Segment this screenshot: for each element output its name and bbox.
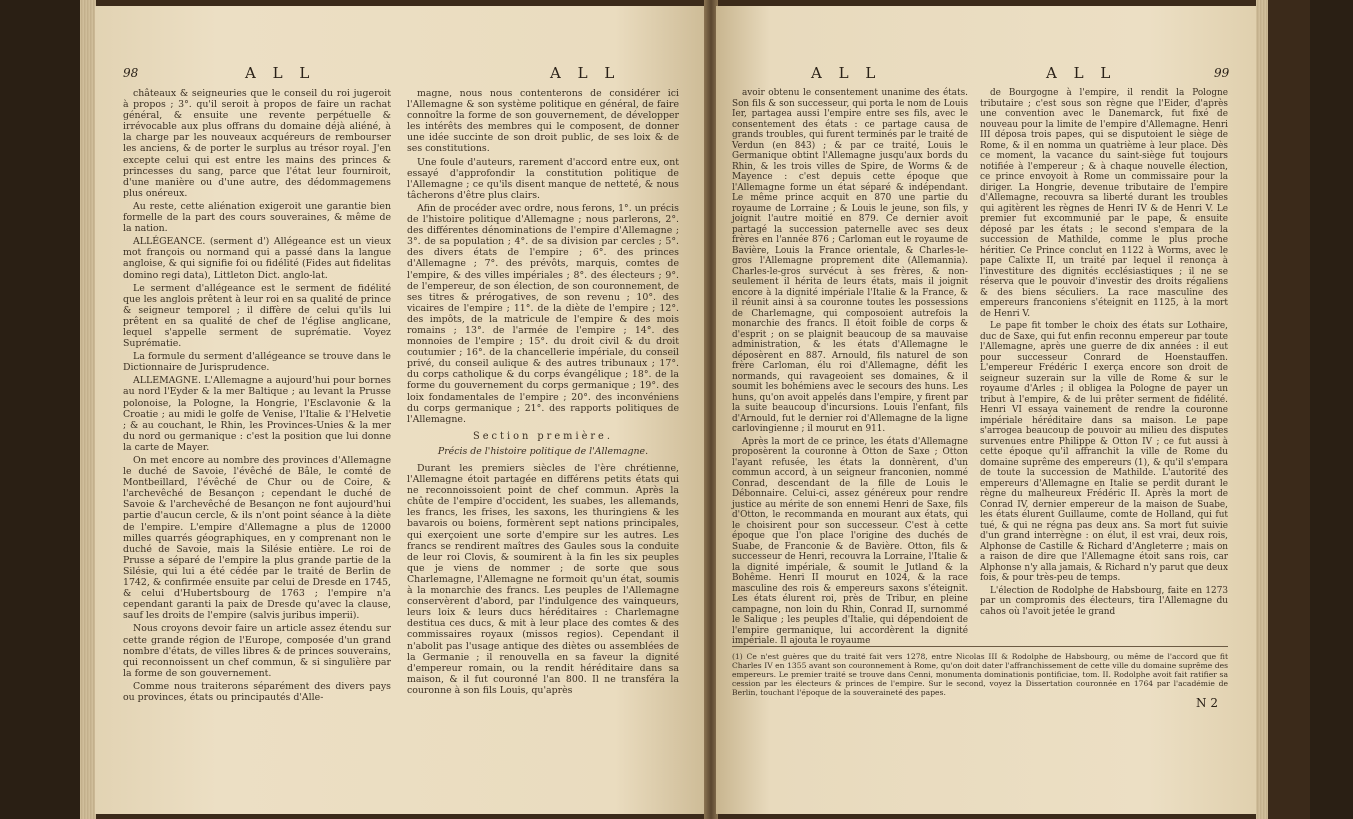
paragraph: La formule du serment d'allégeance se trouve dans le Dictionnaire de Jurisprudence. xyxy=(123,351,391,374)
left-page-edges xyxy=(80,0,96,819)
paragraph: Le serment d'allégeance est le serment de fidélité que les anglois prêtent à leur roi en sa qualité de prince & seigneur temporel ; il diffère de celui qu'ils lui prêtent en sa qualité de chef de l'église anglicane, lequel s'appelle serment de suprématie. Voyez Suprématie. xyxy=(123,282,391,350)
paragraph: Au reste, cette aliénation exigeroit une garantie bien formelle de la part des cours souveraines, & même de la nation. xyxy=(123,200,391,235)
right-page-column-1 xyxy=(732,88,968,649)
paragraph: L'élection de Rodolphe de Habsbourg, faite en 1273 par un compromis des électeurs, tira l'Allemagne du cahos où l'avoit jetée le grand xyxy=(980,585,1228,617)
left-page-column-1 xyxy=(123,88,391,705)
paragraph: Durant les premiers siècles de l'ère chrétienne, l'Allemagne étoit partagée en différens petits états qui ne reconnoissoient point de chef commun. Après la chûte de l'empire d'occident, les suabes, les allemands, les francs, les frises, les saxons, les thuringiens & les bavarois ou boiens, formèrent sept nations principales, qui exerçoient une sorte d'empire sur les autres. Les francs se rendirent maîtres des Gaules sous la conduite de leur roi Clovis, & soumirent à la fin les six peuples que je viens de nommer ; de sorte que sous Charlemagne, l'Allemagne ne formoit qu'un état, soumis à la monarchie des francs. Les peuples de l'Allemagne conservèrent d'abord, par l'indulgence des vainqueurs, leurs loix & leurs ducs héréditaires : Charlemagne destitua ces ducs, & mit à leur place des comtes & des commissaires royaux (missos regios). Cependant il n'abolit pas l'usage antique des diètes ou assemblées de la Germanie ; il renouvella en sa faveur la dignité d'empereur romain, ou la rendit héréditaire dans sa maison, & il fut couronné l'an 800. Il ne transféra la couronne à son fils Louis, qu'après xyxy=(407,463,679,696)
running-header-right-col1: A L L xyxy=(811,64,882,82)
paragraph: magne, nous nous contenterons de considérer ici l'Allemagne & son système politique en général, de faire connoître la forme de son gouvernement, de développer les intérêts des membres qui le composent, de donner une idée succinte de son droit public, de ses loix & de ses constitutions. xyxy=(407,88,679,155)
right-page-edges xyxy=(1256,0,1268,819)
paragraph: Le pape fit tomber le choix des états sur Lothaire, duc de Saxe, qui fut enfin reconnu empereur par toute l'Allemagne, après une guerre de dix années : il eut pour successeur Conrard de Hoenstauffen. L'empereur Frédéric I exerça encore son droit de seigneur suzerain sur la ville de Rome & sur le royaume d'Arles ; il obligea la Pologne de payer un tribut à l'empire, & de lui prêter serment de fidélité. Henri VI essaya vainement de rendre la couronne impériale héréditaire dans sa maison. Le pape s'arrogea beaucoup de pouvoir au milieu des disputes survenues entre Philippe & Otton IV ; ce fut aussi à cette époque qu'il affranchit la ville de Rome du domaine suprême des empereurs (1), & qu'il s'empara de toute la succession de Mathilde. L'autorité des empereurs d'Allemagne en Italie se perdit durant le règne du malheureux Frédéric II. Après la mort de Conrad IV, dernier empereur de la maison de Suabe, les états élurent Guillaume, comte de Holland, qui fut tué, & qui ne régna pas deux ans. Sa mort fut suivie d'un grand interrègne : on élut, il est vrai, deux rois, Alphonse de Castille & Richard d'Angleterre ; mais on a raison de dire que l'Allemagne étoit sans rois, car Alphonse n'y alla jamais, & Richard n'y parut que deux fois, & pour très-peu de temps. xyxy=(980,321,1228,583)
page-number-left: 98 xyxy=(123,66,139,80)
paragraph: de Bourgogne à l'empire, il rendit la Pologne tributaire ; c'est sous son règne que l'Eider, d'après une convention avec le Danemarck, fut fixé de nouveau pour la limite de l'empire d'Allemagne. Henri III déposa trois papes, qui se disputoient le siège de Rome, & il en nomma un quatrième à leur place. Dès ce moment, la vacance du saint-siège fut toujours notifiée à l'empereur ; & à chaque nouvelle élection, ce prince envoyoit à Rome un commissaire pour la diriger. La Hongrie, devenue tributaire de l'empire d'Allemagne, recouvra sa liberté durant les troubles qui agitèrent les règnes de Henri IV & de Henri V. Le premier fut excommunié par le pape, & ensuite déposé par les états ; le second s'empara de la succession de Mathilde, comme le plus proche héritier. Ce Prince conclut en 1122 à Worms, avec le pape Calixte II, un traité par lequel il renonça à l'investiture des dignités ecclésiastiques ; il ne se réserva que le pouvoir d'investir des droits régaliens & des biens séculiers. La race masculine des empereurs franconiens s'éteignit en 1125, à la mort de Henri V. xyxy=(980,88,1228,319)
running-header-left-col2: A L L xyxy=(550,64,621,82)
paragraph: ALLÉGEANCE. (serment d') Allégeance est un vieux mot françois ou normand qui a passé dans la langue angloise, & qui signifie foi ou fidélité (Fides aut fidelitas domino regi data), Littleton Dict. anglo-lat. xyxy=(123,236,391,281)
footnote-rule xyxy=(732,646,1228,647)
footnote: (1) Ce n'est guères que du traité fait vers 1278, entre Nicolas III & Rodolphe de Habsbourg, ou même de l'accord que fit Charles IV en 1355 avant son couronnement à Rome, qu'on doit dater l'affranchissement de cette ville du domaine suprême des empereurs. Le premier traité se trouve dans Cenni, monumenta dominationis pontificiae, tom. II. Rodolphe avoit fait ratifier sa cession par les électeurs & princes de l'empire. Sur le second, voyez la Dissertation couronnée en 1764 par l'académie de Berlin, touchant l'époque de la souveraineté des papes. xyxy=(732,652,1228,697)
section-title: Section première. xyxy=(473,430,613,442)
paragraph: Une foule d'auteurs, rarement d'accord entre eux, ont essayé d'approfondir la constitution politique de l'Allemagne ; ce qu'ils disent manque de netteté, & nous tâcherons d'être plus clairs. xyxy=(407,156,679,201)
paragraph: châteaux & seigneuries que le conseil du roi jugeroit à propos ; 3°. qu'il seroit à propos de faire un rachat général, & ensuite une revente perpétuelle & irrévocable aux plus offrans du domaine déjà aliéné, à la charge par les nouveaux acquéreurs de rembourser les anciens, & de porter le surplus au trésor royal. J'en excepte celui qui est entre les mains des princes & princesses du sang, parce que l'état leur fourniroit, d'une manière ou d'une autre, des dédommagemens plus onéreux. xyxy=(123,88,391,199)
paragraph: On met encore au nombre des provinces d'Allemagne le duché de Savoie, l'évêché de Bâle, le comté de Montbeillard, l'évêché de Chur ou de Coire, & l'archevêché de Besançon ; cependant le duché de Savoie & l'archevêché de Besançon ne font aujourd'hui partie d'aucun cercle, & ils n'ont point séance à la diète de l'empire. L'empire d'Allemagne a plus de 12000 milles quarrés géographiques, en y comprenant non le duché de Savoie, mais la Silésie entière. Le roi de Prusse a séparé de l'empire la plus grande partie de la Silésie, qui lui a été cédée par le traité de Berlin de 1742, & confirmée ensuite par celui de Dresde en 1745, & celui d'Hubertsbourg de 1763 ; l'empire n'a cependant garanti la paix de Dresde qu'avec la clause, sauf les droits de l'empire (salvis juribus imperii). xyxy=(123,455,391,622)
right-page-column-2 xyxy=(980,88,1228,619)
paragraph: ALLEMAGNE. L'Allemagne a aujourd'hui pour bornes au nord l'Eyder & la mer Baltique ; au levant la Prusse polonoise, la Pologne, la Hongrie, l'Esclavonie & la Croatie ; au midi le golfe de Venise, l'Italie & l'Helvetie ; & au couchant, le Rhin, les Provinces-Unies & la mer du nord ou germanique : c'est la position que lui donne la carte de Mayer. xyxy=(123,375,391,453)
paragraph: Comme nous traiterons séparément des divers pays ou provinces, états ou principautés d'Alle- xyxy=(123,680,391,703)
running-header-right-col2: A L L xyxy=(1046,64,1117,82)
left-page xyxy=(95,6,707,814)
signature-mark: N 2 xyxy=(1196,696,1218,710)
paragraph: Après la mort de ce prince, les états d'Allemagne proposèrent la couronne à Otton de Saxe ; Otton l'ayant refusée, les états la donnèrent, d'un commun accord, à un seigneur franconien, nommé Conrad, descendant de la fille de Louis le Débonnaire. Celui-ci, assez généreux pour rendre justice au mérite de son ennemi Henri de Saxe, fils d'Otton, le recommanda en mourant aux états, qui le choisirent pour son successeur. C'est à cette époque que l'on place l'origine des duchés de Suabe, de Franconie & de Bavière. Otton, fils & successeur de Henri, recouvra la Lorraine, l'Italie & la dignité impériale, & soumit le Jutland & la Bohême. Henri II mourut en 1024, & la race masculine des rois & empereurs saxons s'éteignit. Les états élurent roi, près de Tribur, en pleine campagne, non loin du Rhin, Conrad II, surnommé le Salique ; les peuples d'Italie, qui dépendoient de l'empire germanique, lui accordèrent la dignité impériale. Il ajouta le royaume xyxy=(732,436,968,646)
paragraph: Nous croyons devoir faire un article assez étendu sur cette grande région de l'Europe, composée d'un grand nombre d'états, de villes libres & de princes souverains, qui reconnoissent un chef commun, & si singulière par la forme de son gouvernement. xyxy=(123,623,391,679)
paragraph: Afin de procéder avec ordre, nous ferons, 1°. un précis de l'histoire politique d'Allemagne ; nous parlerons, 2°. des différentes dénominations de l'empire d'Allemagne ; 3°. de sa population ; 4°. de sa division par cercles ; 5°. des divers états de l'empire ; 6°. des princes d'Allemagne ; 7°. des prévôts, marquis, comtes de l'empire, & des villes impériales ; 8°. des électeurs ; 9°. de l'empereur, de son élection, de son couronnement, de ses titres & prérogatives, de son revenu ; 10°. des vicaires de l'empire ; 11°. de la diète de l'empire ; 12°. des impôts, de la matricule de l'empire & des mois romains ; 13°. de l'armée de l'empire ; 14°. des monnoies de l'empire ; 15°. du droit civil & du droit coutumier ; 16°. de la chancellerie impériale, du conseil privé, du conseil aulique & des autres tribunaux ; 17°. du corps catholique & du corps évangélique ; 18°. de la forme du gouvernement du corps germanique ; 19°. des loix fondamentales de l'empire ; 20°. des inconvéniens du corps germanique ; 21°. des rapports politiques de l'Allemagne. xyxy=(407,202,679,425)
left-page-column-2 xyxy=(407,88,679,698)
section-subtitle: Précis de l'histoire politique de l'Allemagne. xyxy=(437,445,649,457)
paragraph: avoir obtenu le consentement unanime des états. Son fils & son successeur, qui porta le nom de Louis Ier, partagea aussi l'empire entre ses fils, avec le consentement des états : ce partage causa de grands troubles, qui furent terminés par le traité de Verdun (en 843) ; & par ce traité, Louis le Germanique obtint l'Allemagne jusqu'aux bords du Rhin, & les trois villes de Spire, de Worms & de Mayence : c'est depuis cette époque que l'Allemagne forme un état séparé & indépendant. Le même prince acquit en 870 une partie du royaume de Lorraine ; & Louis le jeune, son fils, y joignit l'autre moitié en 879. Ce dernier avoit partagé la succession paternelle avec ses deux frères en l'année 876 ; Carloman eut le royaume de Bavière, Louis la France orientale, & Charles-le-gros l'Allemagne proprement dite (Allemannia). Charles-le-gros survécut à ses frères, & non-seulement il hérita de leurs états, mais il joignit encore à la dignité impériale l'Italie & la France, & il réunit ainsi à sa couronne toutes les possessions de Charlemagne, qui composoient autrefois la monarchie des francs. Il étoit foible de corps & d'esprit ; on se plaignit beaucoup de sa mauvaise administration, & les états d'Allemagne le déposèrent en 887. Arnould, fils naturel de son frère Carloman, élu roi d'Allemagne, défit les normands, qui ravageoient ses domaines, & il soumit les bohémiens avec le secours des huns. Les huns, qu'on avoit appelés dans l'empire, y firent par la suite beaucoup d'incursions. Louis l'enfant, fils d'Arnould, fut le dernier roi d'Allemagne de la ligne carlovingienne ; il mourut en 911. xyxy=(732,88,968,434)
right-page xyxy=(716,6,1256,814)
page-number-right: 99 xyxy=(1214,66,1230,80)
running-header-left-col1: A L L xyxy=(245,64,316,82)
